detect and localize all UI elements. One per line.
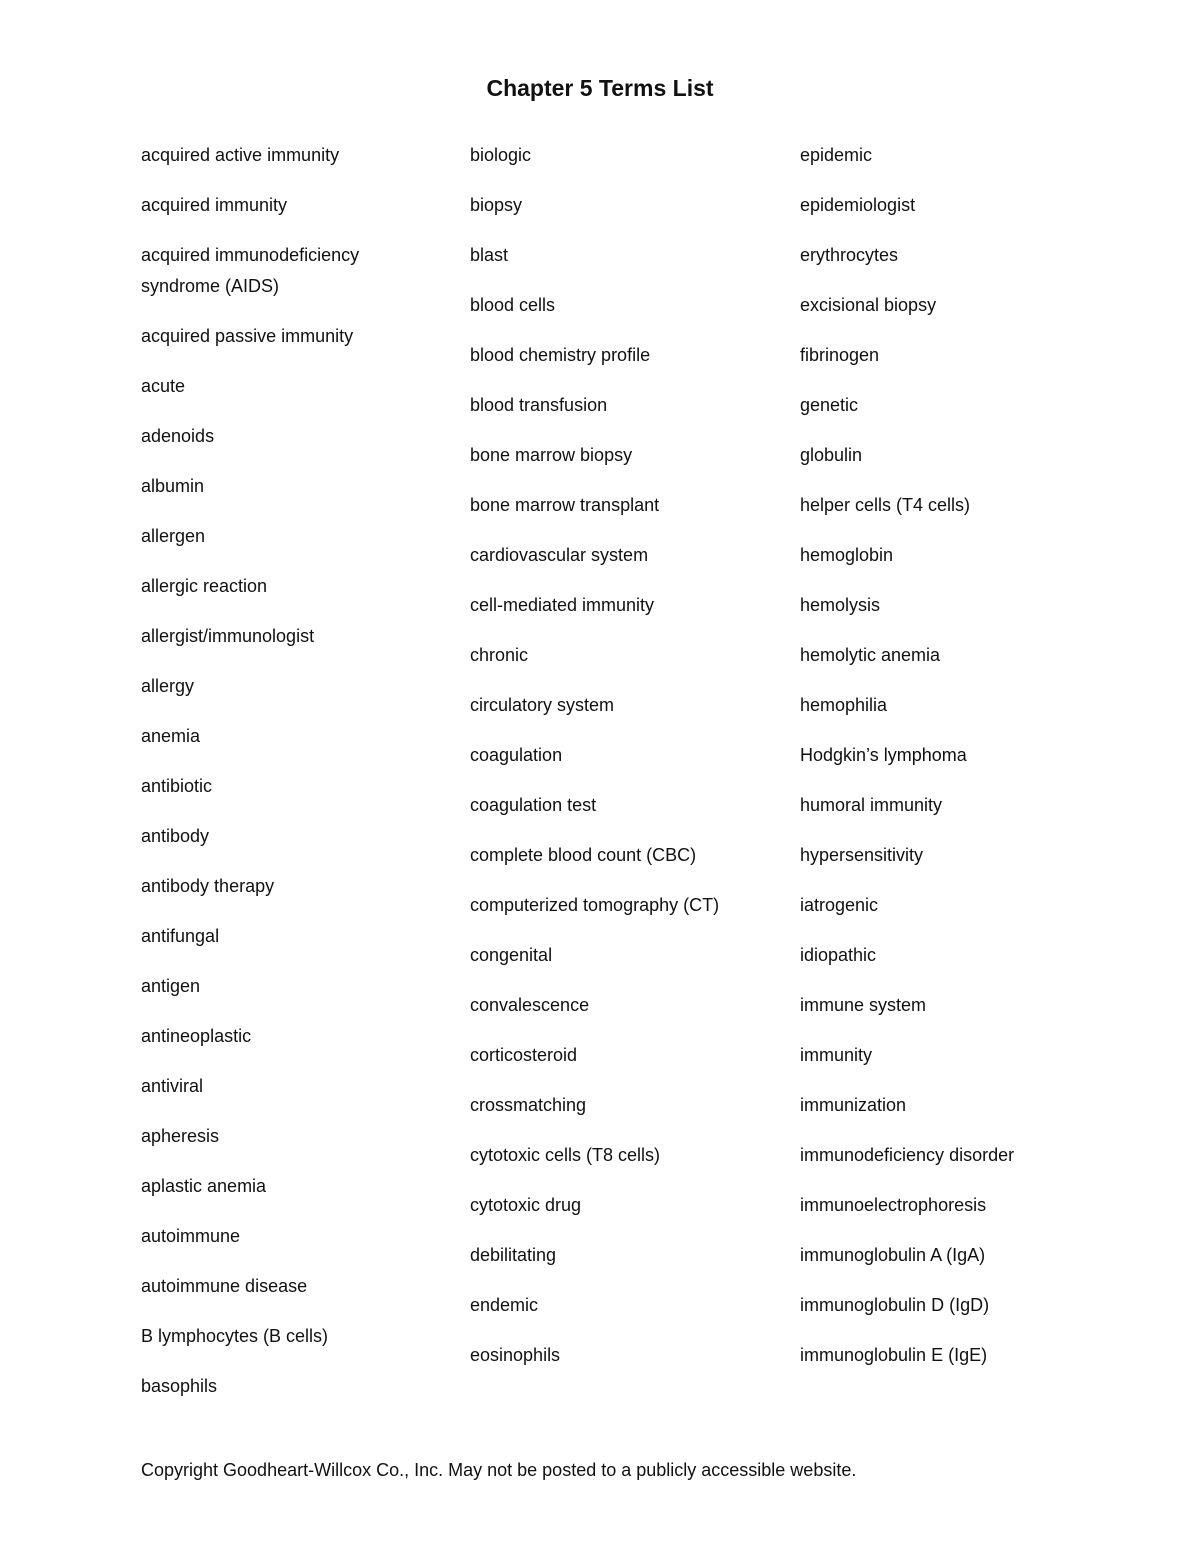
term-item: acquired immunodeficiency syndrome (AIDS) — [141, 245, 360, 296]
term-item: allergic reaction — [141, 576, 268, 596]
term-item: hemolytic anemia — [800, 645, 941, 665]
term-item: complete blood count (CBC) — [470, 845, 697, 865]
term-item: Hodgkin’s lymphoma — [800, 745, 967, 765]
term-item: biologic — [470, 145, 532, 165]
term-item: immunoglobulin E (IgE) — [800, 1345, 988, 1365]
term-item: computerized tomography (CT) — [470, 895, 720, 915]
term-item: iatrogenic — [800, 895, 879, 915]
term-item: coagulation test — [470, 795, 597, 815]
term-item: adenoids — [141, 426, 215, 446]
copyright-footer: Copyright Goodheart-Willcox Co., Inc. May not be posted to a publicly accessible website. — [141, 1460, 857, 1480]
term-item: bone marrow transplant — [470, 495, 660, 515]
term-item: genetic — [800, 395, 859, 415]
term-item: antigen — [141, 976, 201, 996]
term-item: excisional biopsy — [800, 295, 937, 315]
term-item: allergy — [141, 676, 195, 696]
term-item: globulin — [800, 445, 863, 465]
term-item: allergen — [141, 526, 206, 546]
term-item: immunodeficiency disorder — [800, 1145, 1015, 1165]
term-item: epidemic — [800, 145, 873, 165]
term-item: acquired passive immunity — [141, 326, 354, 346]
term-item: immune system — [800, 995, 927, 1015]
term-item: antineoplastic — [141, 1026, 252, 1046]
term-item: antiviral — [141, 1076, 204, 1096]
term-item: antibiotic — [141, 776, 213, 796]
term-item: hemoglobin — [800, 545, 894, 565]
term-item: cytotoxic drug — [470, 1195, 582, 1215]
term-item: cardiovascular system — [470, 545, 649, 565]
term-item: immunoelectrophoresis — [800, 1195, 987, 1215]
term-item: basophils — [141, 1376, 218, 1396]
term-item: fibrinogen — [800, 345, 880, 365]
term-item: acquired active immunity — [141, 145, 340, 165]
term-item: albumin — [141, 476, 205, 496]
term-item: epidemiologist — [800, 195, 916, 215]
term-item: coagulation — [470, 745, 563, 765]
term-item: autoimmune — [141, 1226, 241, 1246]
term-item: blast — [470, 245, 509, 265]
term-item: autoimmune disease — [141, 1276, 308, 1296]
term-item: hypersensitivity — [800, 845, 924, 865]
term-item: anemia — [141, 726, 201, 746]
term-item: blood transfusion — [470, 395, 608, 415]
page-title: Chapter 5 Terms List — [486, 75, 714, 101]
term-item: aplastic anemia — [141, 1176, 267, 1196]
term-item: circulatory system — [470, 695, 615, 715]
terms-column-1 — [141, 140, 441, 1421]
term-item: erythrocytes — [800, 245, 899, 265]
term-item: antifungal — [141, 926, 220, 946]
term-item: immunoglobulin D (IgD) — [800, 1295, 990, 1315]
term-item: eosinophils — [470, 1345, 561, 1365]
term-item: blood chemistry profile — [470, 345, 651, 365]
term-item: immunization — [800, 1095, 907, 1115]
term-item: immunity — [800, 1045, 873, 1065]
term-item: helper cells (T4 cells) — [800, 495, 971, 515]
terms-column-3 — [800, 140, 1100, 1390]
term-item: acute — [141, 376, 186, 396]
term-item: corticosteroid — [470, 1045, 578, 1065]
term-item: antibody — [141, 826, 210, 846]
term-item: hemolysis — [800, 595, 881, 615]
term-item: allergist/immunologist — [141, 626, 315, 646]
term-item: antibody therapy — [141, 876, 275, 896]
term-item: endemic — [470, 1295, 539, 1315]
term-item: B lymphocytes (B cells) — [141, 1326, 329, 1346]
term-item: cytotoxic cells (T8 cells) — [470, 1145, 661, 1165]
term-item: crossmatching — [470, 1095, 587, 1115]
terms-column-2 — [470, 140, 770, 1390]
term-item: chronic — [470, 645, 529, 665]
term-item: acquired immunity — [141, 195, 288, 215]
term-item: debilitating — [470, 1245, 557, 1265]
term-item: apheresis — [141, 1126, 220, 1146]
term-item: hemophilia — [800, 695, 888, 715]
term-item: bone marrow biopsy — [470, 445, 633, 465]
term-item: humoral immunity — [800, 795, 943, 815]
term-item: convalescence — [470, 995, 590, 1015]
term-item: congenital — [470, 945, 553, 965]
term-item: cell-mediated immunity — [470, 595, 655, 615]
term-item: idiopathic — [800, 945, 877, 965]
term-item: blood cells — [470, 295, 556, 315]
term-item: immunoglobulin A (IgA) — [800, 1245, 986, 1265]
term-item: biopsy — [470, 195, 523, 215]
